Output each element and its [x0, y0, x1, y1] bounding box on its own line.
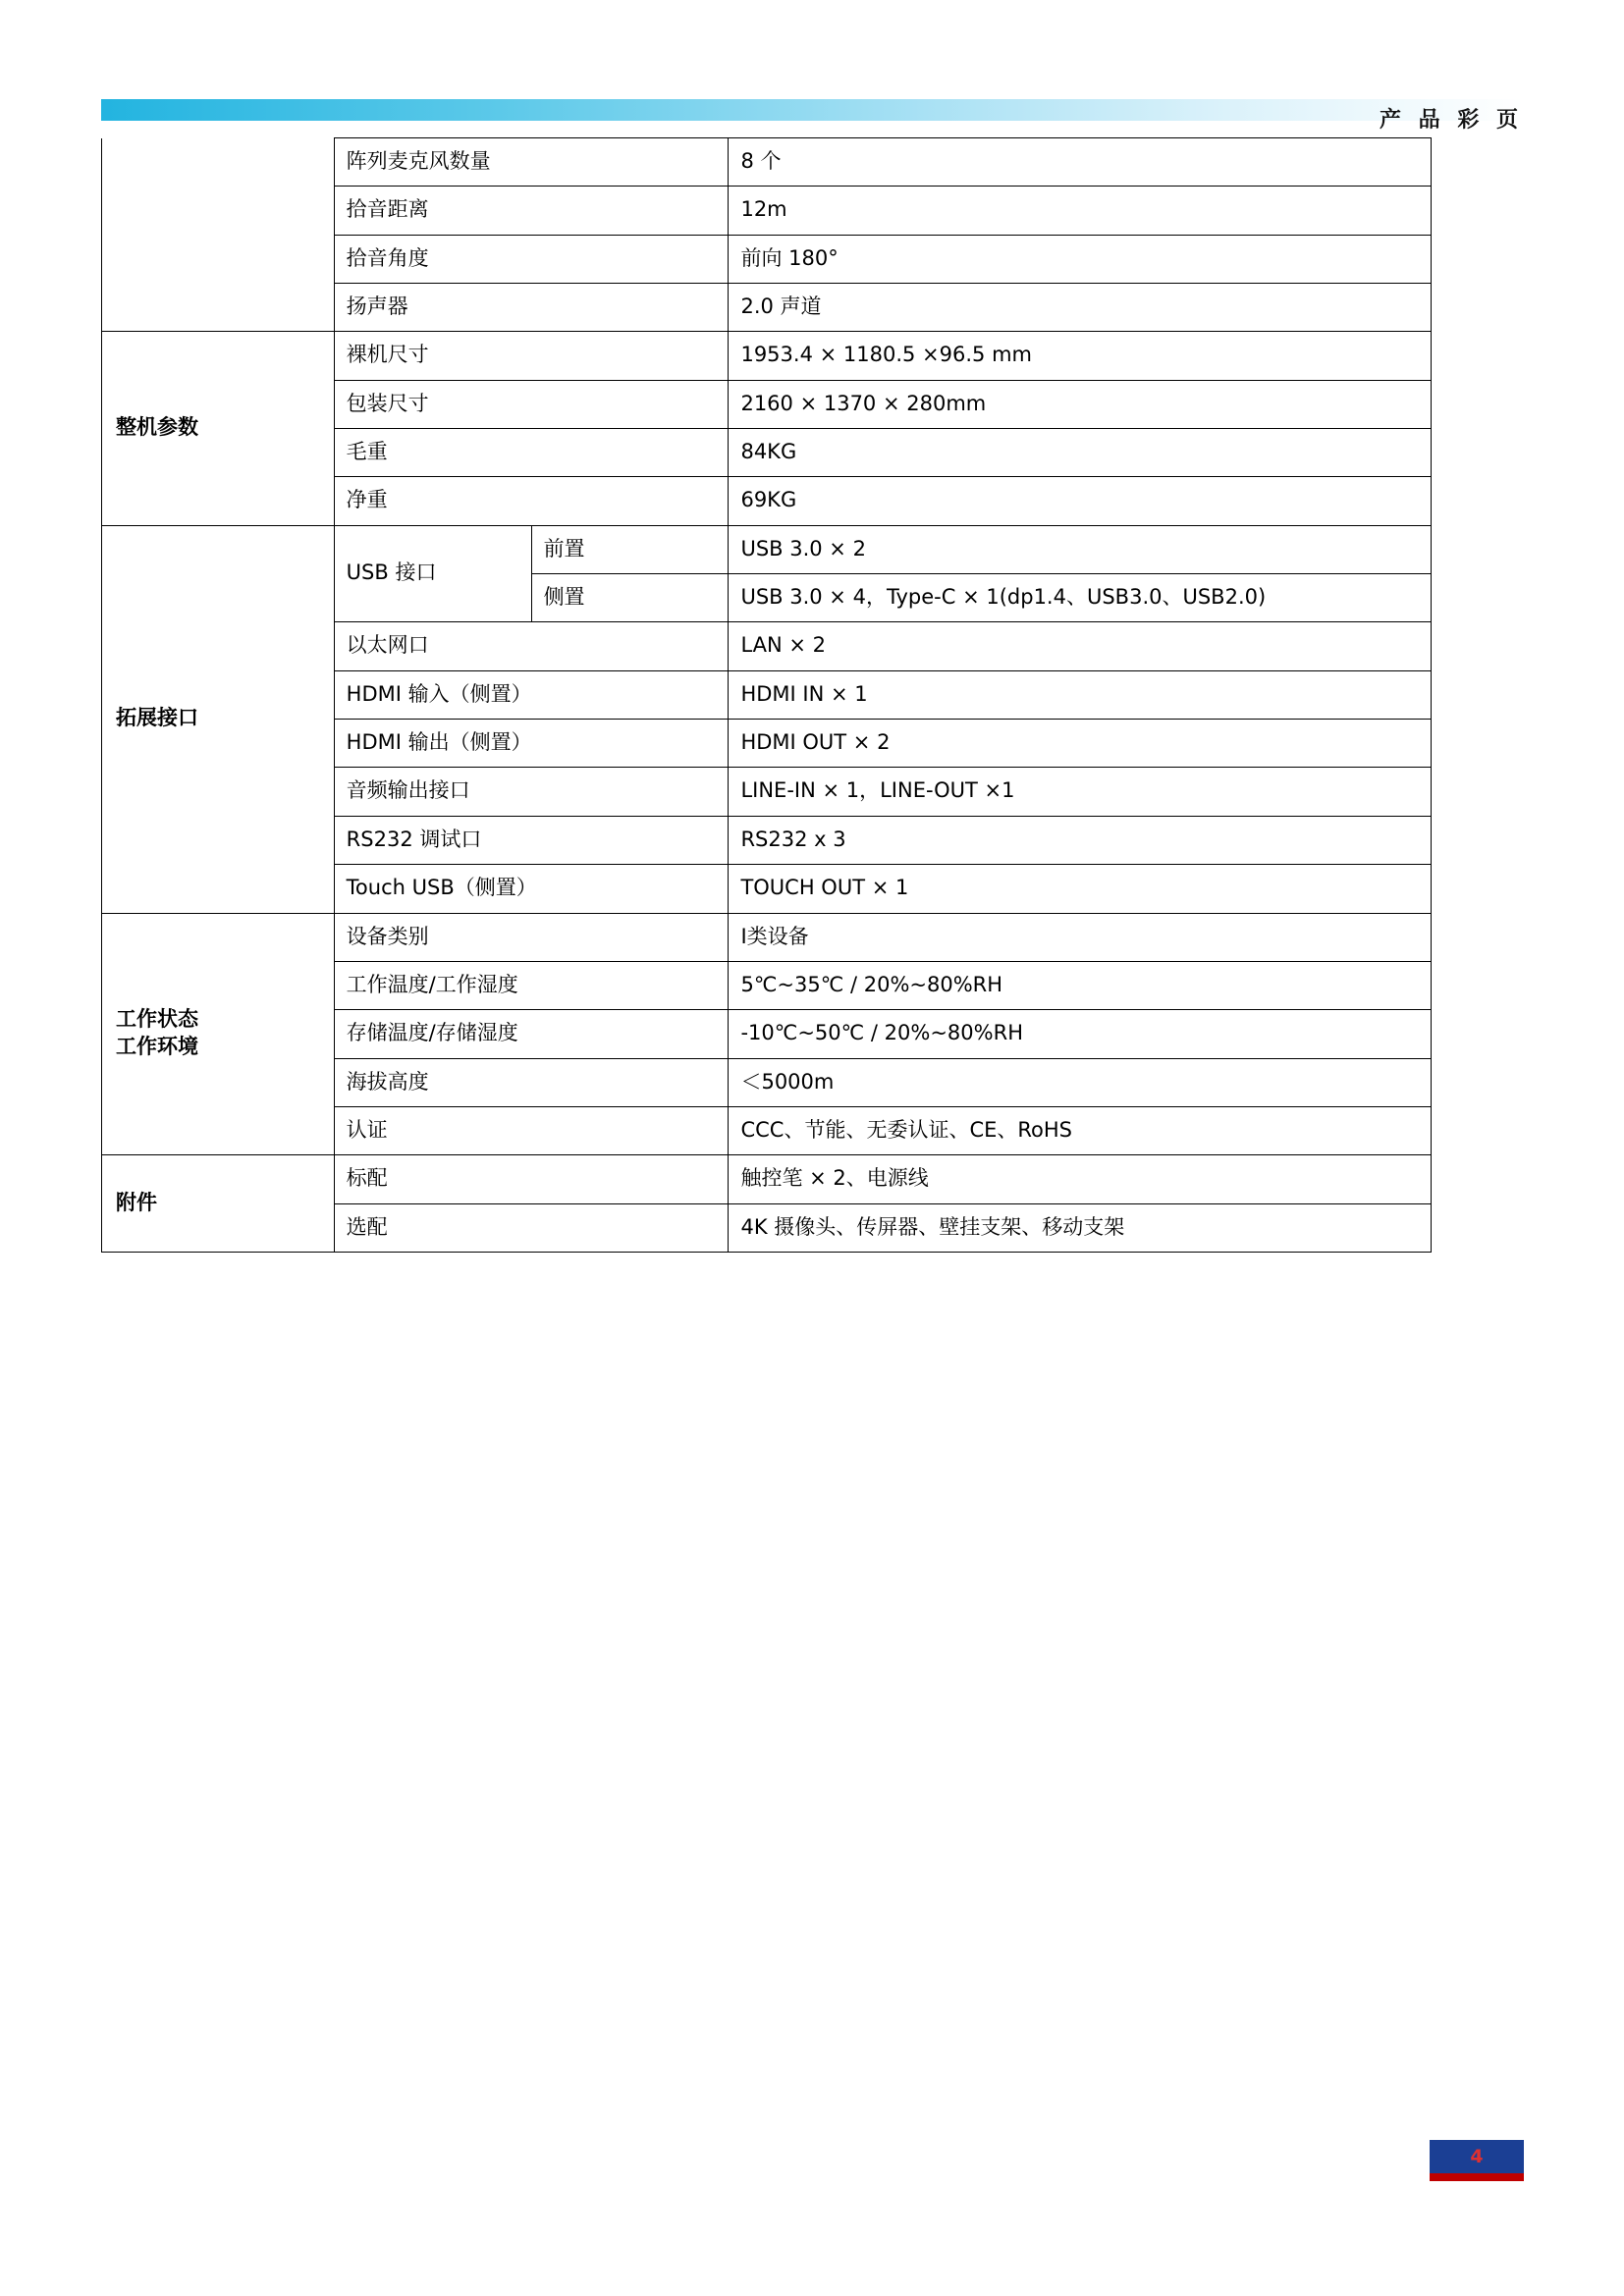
- table-row: [102, 525, 1432, 573]
- category-line-2: 工作环境: [116, 1035, 198, 1059]
- row-sublabel: 侧置: [531, 574, 729, 622]
- table-row: [102, 284, 1432, 332]
- category-accessories: 附件: [102, 1155, 335, 1253]
- row-value: 12m: [729, 187, 1432, 235]
- category-expansion-ports: 拓展接口: [102, 525, 335, 913]
- row-value: ＜5000m: [729, 1058, 1432, 1106]
- row-label: 认证: [334, 1106, 729, 1154]
- row-label: 扬声器: [334, 284, 729, 332]
- row-value: 69KG: [729, 477, 1432, 525]
- page-badge-underline: [1430, 2173, 1524, 2181]
- row-label: 包装尺寸: [334, 380, 729, 428]
- row-label: HDMI 输出（侧置）: [334, 720, 729, 768]
- table-row: [102, 235, 1432, 283]
- table-row: [102, 138, 1432, 187]
- row-value: RS232 x 3: [729, 816, 1432, 864]
- row-label: 标配: [334, 1155, 729, 1203]
- row-sublabel: 前置: [531, 525, 729, 573]
- row-label: 以太网口: [334, 622, 729, 670]
- row-label-usb: USB 接口: [334, 525, 531, 622]
- row-value: USB 3.0 × 2: [729, 525, 1432, 573]
- specifications-table: [101, 137, 1432, 1253]
- row-label: HDMI 输入（侧置）: [334, 670, 729, 719]
- category-whole-machine: 整机参数: [102, 332, 335, 525]
- table-row: [102, 913, 1432, 961]
- row-label: 设备类别: [334, 913, 729, 961]
- category-working-environment: [102, 913, 335, 1155]
- row-value: HDMI IN × 1: [729, 670, 1432, 719]
- row-value: LINE-IN × 1，LINE-OUT ×1: [729, 768, 1432, 816]
- row-value: CCC、节能、无委认证、CE、RoHS: [729, 1106, 1432, 1154]
- header-title: 产 品 彩 页: [1380, 108, 1523, 133]
- row-value: 2160 × 1370 × 280mm: [729, 380, 1432, 428]
- table-row: [102, 1155, 1432, 1203]
- row-label: Touch USB（侧置）: [334, 865, 729, 913]
- row-value: 5℃~35℃ / 20%~80%RH: [729, 961, 1432, 1009]
- category-cell-empty: [102, 187, 335, 235]
- table-row: [102, 187, 1432, 235]
- row-label: 拾音角度: [334, 235, 729, 283]
- row-value: TOUCH OUT × 1: [729, 865, 1432, 913]
- row-value: 84KG: [729, 429, 1432, 477]
- row-label: 工作温度/工作湿度: [334, 961, 729, 1009]
- row-label: 存储温度/存储湿度: [334, 1010, 729, 1058]
- row-label: 选配: [334, 1203, 729, 1252]
- row-value: 2.0 声道: [729, 284, 1432, 332]
- category-cell-empty: [102, 235, 335, 283]
- row-label: 阵列麦克风数量: [334, 138, 729, 187]
- row-label: 净重: [334, 477, 729, 525]
- row-label: 海拔高度: [334, 1058, 729, 1106]
- category-line-1: 工作状态: [116, 1007, 198, 1032]
- category-cell-empty: [102, 284, 335, 332]
- row-value: 前向 180°: [729, 235, 1432, 283]
- row-label: 拾音距离: [334, 187, 729, 235]
- table-row: [102, 332, 1432, 380]
- row-value: 触控笔 × 2、电源线: [729, 1155, 1432, 1203]
- row-value: 4K 摄像头、传屏器、壁挂支架、移动支架: [729, 1203, 1432, 1252]
- page-number-badge: [1430, 2140, 1524, 2173]
- row-label: 音频输出接口: [334, 768, 729, 816]
- row-label: 裸机尺寸: [334, 332, 729, 380]
- row-label: RS232 调试口: [334, 816, 729, 864]
- row-value: 1953.4 × 1180.5 ×96.5 mm: [729, 332, 1432, 380]
- row-value: 8 个: [729, 138, 1432, 187]
- category-cell-empty: [102, 138, 335, 187]
- row-value: USB 3.0 × 4，Type-C × 1(dp1.4、USB3.0、USB2.0): [729, 574, 1432, 622]
- row-value: Ⅰ类设备: [729, 913, 1432, 961]
- row-value: HDMI OUT × 2: [729, 720, 1432, 768]
- header-gradient-band: [101, 99, 1523, 121]
- row-label: 毛重: [334, 429, 729, 477]
- row-value: -10℃~50℃ / 20%~80%RH: [729, 1010, 1432, 1058]
- page-number: 4: [1470, 2146, 1484, 2167]
- row-value: LAN × 2: [729, 622, 1432, 670]
